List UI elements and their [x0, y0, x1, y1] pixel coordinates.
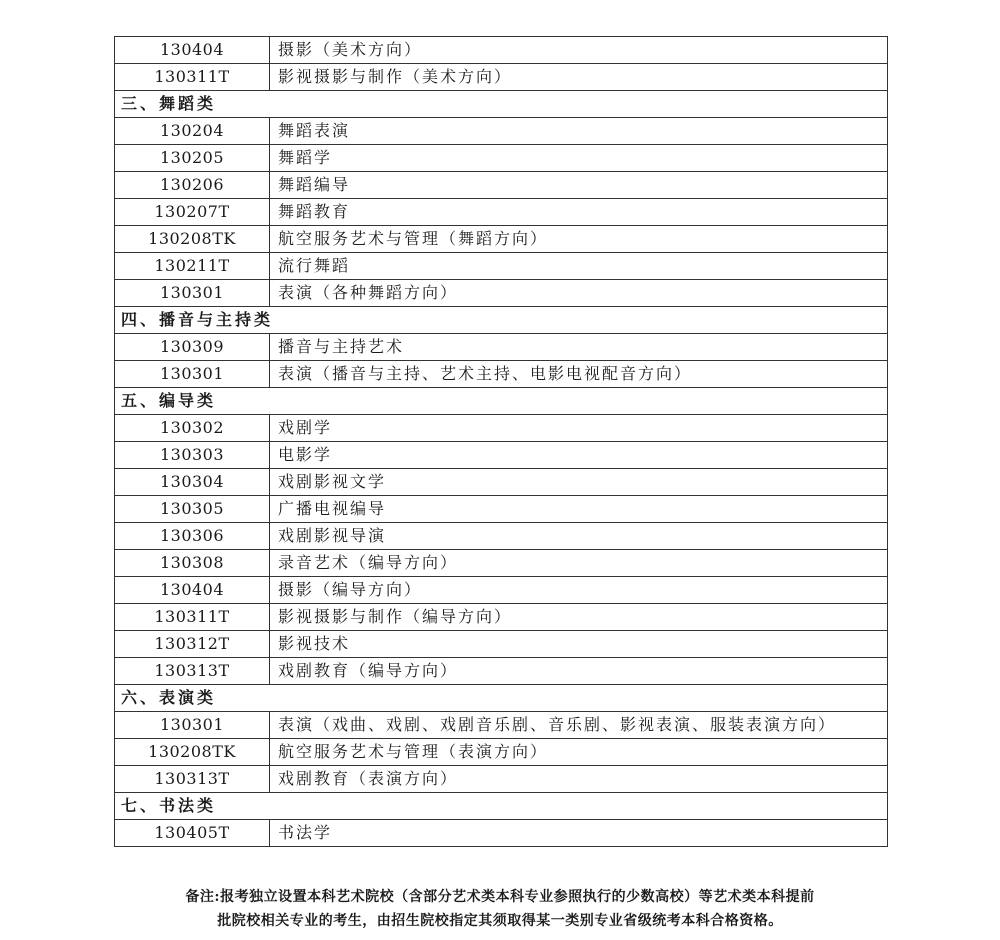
table-row [115, 631, 888, 658]
major-code: 130301 [115, 280, 270, 307]
major-name: 戏剧教育（编导方向） [270, 658, 888, 685]
table-row [115, 712, 888, 739]
majors-table [114, 36, 888, 847]
major-name: 舞蹈表演 [270, 118, 888, 145]
major-code: 130312T [115, 631, 270, 658]
major-name: 录音艺术（编导方向） [270, 550, 888, 577]
table-row [115, 442, 888, 469]
major-name: 戏剧影视导演 [270, 523, 888, 550]
category-title: 六、表演类 [115, 685, 888, 712]
table-row [115, 64, 888, 91]
table-row [115, 550, 888, 577]
category-title: 五、编导类 [115, 388, 888, 415]
table-row [115, 604, 888, 631]
category-row [115, 307, 888, 334]
major-code: 130313T [115, 766, 270, 793]
category-row [115, 91, 888, 118]
major-name: 流行舞蹈 [270, 253, 888, 280]
table-row [115, 658, 888, 685]
table-row [115, 145, 888, 172]
major-name: 戏剧影视文学 [270, 469, 888, 496]
major-name: 摄影（美术方向） [270, 37, 888, 64]
table-row [115, 523, 888, 550]
category-row [115, 793, 888, 820]
major-code: 130206 [115, 172, 270, 199]
table-row [115, 577, 888, 604]
footnote-line-2: 批院校相关专业的考生，由招生院校指定其须取得某一类别专业省级统考本科合格资格。 [217, 913, 783, 929]
major-name: 书法学 [270, 820, 888, 847]
table-row [115, 820, 888, 847]
category-row [115, 388, 888, 415]
table-row [115, 118, 888, 145]
major-name: 表演（播音与主持、艺术主持、电影电视配音方向） [270, 361, 888, 388]
major-name: 摄影（编导方向） [270, 577, 888, 604]
table-row [115, 415, 888, 442]
major-code: 130204 [115, 118, 270, 145]
major-name: 航空服务艺术与管理（舞蹈方向） [270, 226, 888, 253]
major-code: 130211T [115, 253, 270, 280]
category-title: 四、播音与主持类 [115, 307, 888, 334]
major-code: 130305 [115, 496, 270, 523]
major-code: 130208TK [115, 226, 270, 253]
major-code: 130301 [115, 712, 270, 739]
table-row [115, 172, 888, 199]
major-name: 舞蹈编导 [270, 172, 888, 199]
table-row [115, 739, 888, 766]
table-row [115, 280, 888, 307]
major-name: 戏剧学 [270, 415, 888, 442]
major-code: 130205 [115, 145, 270, 172]
major-name: 影视摄影与制作（美术方向） [270, 64, 888, 91]
table-row [115, 361, 888, 388]
major-code: 130313T [115, 658, 270, 685]
major-code: 130404 [115, 37, 270, 64]
table-row [115, 334, 888, 361]
major-code: 130207T [115, 199, 270, 226]
table-row [115, 469, 888, 496]
major-name: 戏剧教育（表演方向） [270, 766, 888, 793]
table-row [115, 253, 888, 280]
major-code: 130311T [115, 604, 270, 631]
major-name: 播音与主持艺术 [270, 334, 888, 361]
footnote-line-1: 备注:报考独立设置本科艺术院校（含部分艺术类本科专业参照执行的少数高校）等艺术类本科提前 [185, 889, 815, 905]
major-name: 电影学 [270, 442, 888, 469]
table-row [115, 199, 888, 226]
major-code: 130208TK [115, 739, 270, 766]
major-code: 130304 [115, 469, 270, 496]
table-row [115, 766, 888, 793]
major-code: 130404 [115, 577, 270, 604]
table-row [115, 496, 888, 523]
category-title: 七、书法类 [115, 793, 888, 820]
major-name: 影视摄影与制作（编导方向） [270, 604, 888, 631]
major-name: 舞蹈教育 [270, 199, 888, 226]
category-title: 三、舞蹈类 [115, 91, 888, 118]
major-name: 舞蹈学 [270, 145, 888, 172]
table-row [115, 37, 888, 64]
footnote [100, 885, 900, 933]
major-code: 130308 [115, 550, 270, 577]
table-row [115, 226, 888, 253]
major-name: 广播电视编导 [270, 496, 888, 523]
major-code: 130306 [115, 523, 270, 550]
majors-table-body [115, 37, 888, 847]
major-code: 130302 [115, 415, 270, 442]
major-code: 130303 [115, 442, 270, 469]
major-name: 影视技术 [270, 631, 888, 658]
major-code: 130405T [115, 820, 270, 847]
major-code: 130301 [115, 361, 270, 388]
major-name: 表演（戏曲、戏剧、戏剧音乐剧、音乐剧、影视表演、服装表演方向） [270, 712, 888, 739]
major-name: 表演（各种舞蹈方向） [270, 280, 888, 307]
major-code: 130311T [115, 64, 270, 91]
major-code: 130309 [115, 334, 270, 361]
category-row [115, 685, 888, 712]
major-name: 航空服务艺术与管理（表演方向） [270, 739, 888, 766]
